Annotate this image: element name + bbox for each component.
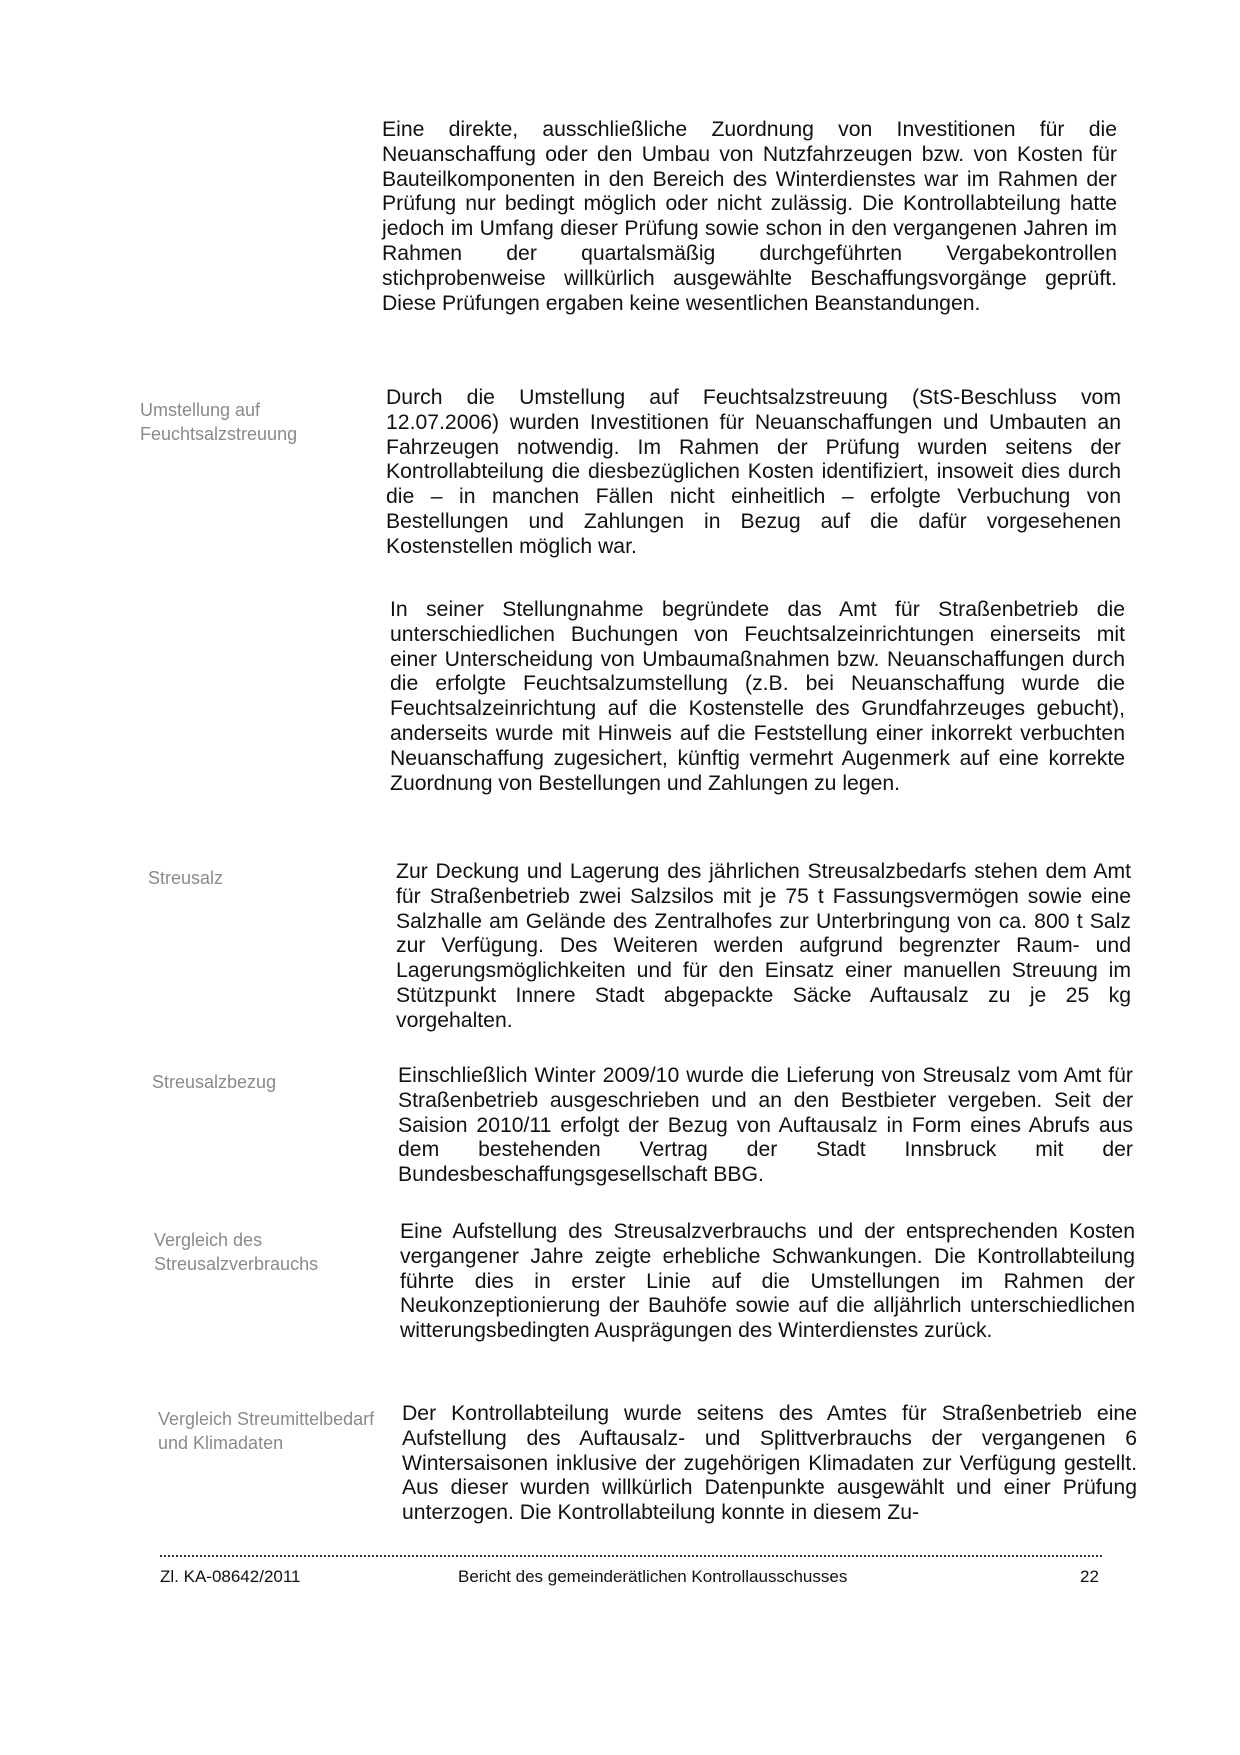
side-label-vergleich-klimadaten: Vergleich Streumittelbedarf und Klimadaten: [158, 1409, 375, 1453]
paragraph-stellungnahme: In seiner Stellungnahme begründete das Amt für Straßenbetrieb die unterschiedlichen Buchungen von Feuchtsalzeinrichtungen einerseits mit einer Unterscheidung von Umbaumaßnahmen bzw. Neuanschaffungen durch die erfolgte Feuchtsalzumstellung (z.B. bei Neuanschaffung wurde die Feuchtsalzeinrichtung auf die Kostenstelle des Grundfahrzeuges gebucht), anderseits wurde mit Hinweis auf die Feststellung einer inkorrekt verbuchten Neuanschaffung zugesichert, künftig vermehrt Augenmerk auf eine korrekte Zuordnung von Bestellungen und Zahlungen zu legen.: [390, 598, 1125, 795]
footer-reference: Zl. KA-08642/2011: [160, 1567, 301, 1586]
paragraph-umstellung: Durch die Umstellung auf Feuchtsalzstreuung (StS-Beschluss vom 12.07.2006) wurden Investitionen für Neuanschaffungen und Umbauten an Fahrzeugen notwendig. Im Rahmen der Prüfung wurden seitens der Kontrollabteilung die diesbezüglichen Kosten identifiziert, insoweit dies durch die – in manchen Fällen nicht einheitlich – erfolgte Verbuchung von Bestellungen und Zahlungen in Bezug auf die dafür vorgesehenen Kostenstellen möglich war.: [386, 386, 1121, 558]
side-label-vergleich-streusalzverbrauch: Vergleich des Streusalzverbrauchs: [154, 1230, 319, 1274]
paragraph-investitionen: Eine direkte, ausschließliche Zuordnung von Investitionen für die Neuanschaffung oder den Umbau von Nutzfahrzeugen bzw. von Kosten für Bauteilkomponenten in den Bereich des Winterdienstes war im Rahmen der Prüfung nur bedingt möglich oder nicht zulässig. Die Kontrollabteilung hatte jedoch im Umfang dieser Prüfung sowie schon in den vergangenen Jahren im Rahmen der quartalsmäßig durchgeführten Vergabekontrollen stichprobenweise willkürlich ausgewählte Beschaffungsvorgänge geprüft. Diese Prüfungen ergaben keine wesentlichen Beanstandungen.: [382, 118, 1117, 315]
paragraph-streusalzbezug: Einschließlich Winter 2009/10 wurde die Lieferung von Streusalz vom Amt für Straßenbetrieb ausgeschrieben und an den Bestbieter vergeben. Seit der Saision 2010/11 erfolgt der Bezug von Auftausalz in Form eines Abrufs aus dem bestehenden Vertrag der Stadt Innsbruck mit der Bundesbeschaffungsgesellschaft BBG.: [398, 1064, 1133, 1187]
paragraph-vergleich-streusalzverbrauch: Eine Aufstellung des Streusalzverbrauchs und der entsprechenden Kosten vergangener Jahre zeigte erhebliche Schwankungen. Die Kontrollabteilung führte dies in erster Linie auf die Umstellungen im Rahmen der Neukonzeptionierung der Bauhöfe sowie auf die alljährlich unterschiedlichen witterungsbedingten Ausprägungen des Winterdienstes zurück.: [400, 1220, 1135, 1343]
footer-page-number: 22: [1080, 1567, 1099, 1586]
footer-divider: [160, 1555, 1102, 1557]
paragraph-vergleich-klimadaten: Der Kontrollabteilung wurde seitens des Amtes für Straßenbetrieb eine Aufstellung des Auftausalz- und Splittverbrauchs der vergangenen 6 Wintersaisonen inklusive der zugehörigen Klimadaten zur Verfügung gestellt. Aus dieser wurden willkürlich Datenpunkte ausgewählt und einer Prüfung unterzogen. Die Kontrollabteilung konnte in diesem Zu-: [402, 1402, 1137, 1525]
side-label-umstellung: Umstellung auf Feuchtsalzstreuung: [140, 400, 298, 444]
paragraph-streusalz: Zur Deckung und Lagerung des jährlichen Streusalzbedarfs stehen dem Amt für Straßenbetrieb zwei Salzsilos mit je 75 t Fassungsvermögen sowie eine Salzhalle am Gelände des Zentralhofes zur Unterbringung von ca. 800 t Salz zur Verfügung. Des Weiteren werden aufgrund begrenzter Raum- und Lagerungsmöglichkeiten und für den Einsatz einer manuellen Streuung im Stützpunkt Innere Stadt abgepackte Säcke Auftausalz zu je 25 kg vorgehalten.: [396, 860, 1131, 1032]
footer-report-title: Bericht des gemeinderätlichen Kontrollausschusses: [458, 1567, 848, 1586]
side-label-streusalzbezug: Streusalzbezug: [152, 1072, 277, 1092]
side-label-streusalz: Streusalz: [148, 868, 224, 888]
